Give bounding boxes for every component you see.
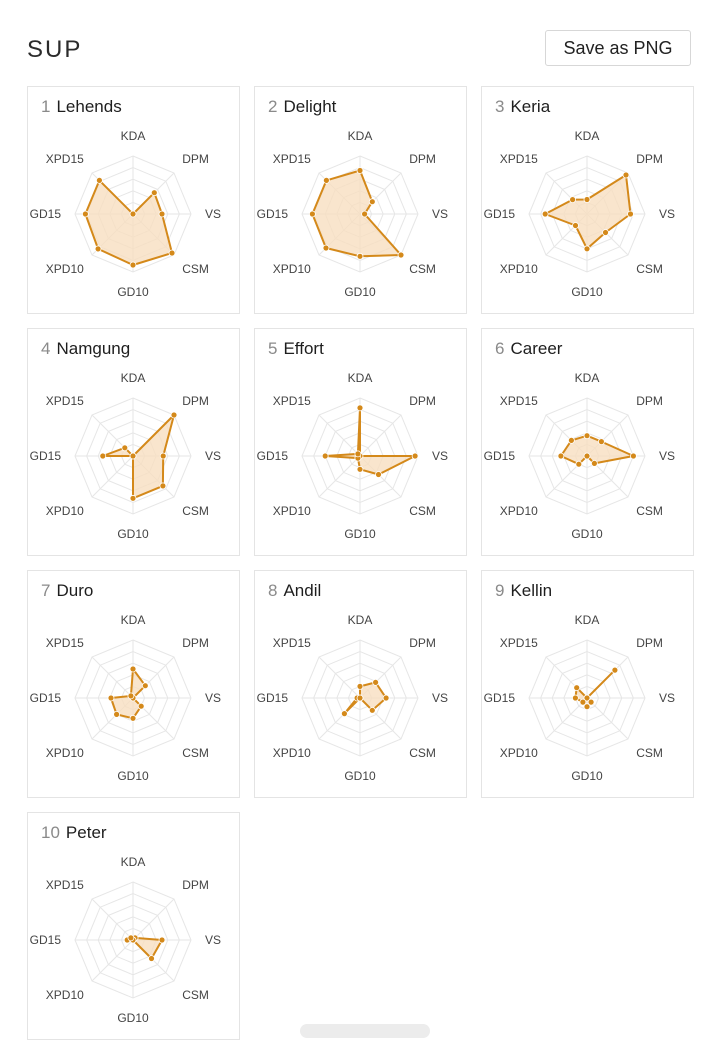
axis-label: XPD15 (45, 635, 84, 650)
axis-label: XPD10 (499, 746, 538, 761)
data-point (130, 666, 136, 672)
axis-label: GD10 (571, 527, 603, 541)
data-point (628, 211, 634, 217)
axis-label: KDA (120, 129, 146, 143)
data-point (373, 679, 379, 685)
axis-label: CSM (182, 262, 209, 277)
player-card (254, 570, 467, 798)
axis-label: KDA (120, 371, 146, 385)
data-point (576, 461, 582, 467)
data-point (159, 211, 165, 217)
data-point (584, 453, 590, 459)
axis-label: DPM (182, 151, 209, 166)
axis-label: CSM (636, 746, 663, 761)
axis-label: DPM (409, 635, 436, 650)
data-point (584, 433, 590, 439)
data-point (398, 252, 404, 258)
player-rank: 5 (268, 339, 278, 358)
data-point (160, 453, 166, 459)
radar-chart (255, 571, 468, 799)
axis-label: CSM (409, 262, 436, 277)
player-name: Kellin (510, 581, 553, 600)
data-point (138, 703, 144, 709)
data-point (169, 250, 175, 256)
axis-label: DPM (636, 151, 663, 166)
header (0, 0, 720, 80)
axis-label: GD15 (483, 691, 515, 705)
data-point (584, 197, 590, 203)
axis-label: GD15 (29, 691, 61, 705)
player-stat-area (545, 175, 630, 249)
data-point (159, 937, 165, 943)
axis-label: XPD10 (499, 262, 538, 277)
data-point (151, 190, 157, 196)
data-point (160, 483, 166, 489)
axis-label: XPD15 (45, 877, 84, 892)
radar-chart-grid (27, 86, 694, 1040)
player-card (481, 86, 694, 314)
axis-label: VS (432, 449, 449, 463)
data-point (580, 699, 586, 705)
data-point (149, 956, 155, 962)
data-point (362, 211, 368, 217)
player-name: Delight (283, 97, 337, 116)
data-point (96, 177, 102, 183)
player-name: Peter (65, 823, 107, 842)
data-point (323, 177, 329, 183)
radar-chart (482, 329, 695, 557)
player-name: Namgung (56, 339, 131, 358)
axis-label: GD10 (117, 527, 149, 541)
axis-label: DPM (636, 393, 663, 408)
radar-chart (482, 87, 695, 315)
axis-label: CSM (182, 988, 209, 1003)
axis-label: DPM (182, 877, 209, 892)
axis-label: XPD15 (45, 151, 84, 166)
axis-label: DPM (182, 393, 209, 408)
axis-label: DPM (182, 635, 209, 650)
player-name: Effort (283, 339, 324, 358)
data-point (357, 695, 363, 701)
data-point (82, 211, 88, 217)
axis-label: XPD15 (499, 393, 538, 408)
radar-chart (28, 329, 241, 557)
axis-label: GD15 (29, 207, 61, 221)
axis-label: KDA (574, 129, 600, 143)
data-point (130, 715, 136, 721)
player-card (27, 328, 240, 556)
axis-label: DPM (409, 393, 436, 408)
data-point (122, 445, 128, 451)
data-point (130, 495, 136, 501)
axis-label: GD15 (29, 449, 61, 463)
axis-label: XPD15 (272, 151, 311, 166)
data-point (591, 460, 597, 466)
radar-chart (28, 571, 241, 799)
axis-label: XPD15 (272, 635, 311, 650)
axis-label: XPD10 (45, 988, 84, 1003)
player-rank: 8 (268, 581, 278, 600)
axis-label: VS (659, 449, 676, 463)
data-point (114, 711, 120, 717)
player-card (254, 86, 467, 314)
data-point (341, 711, 347, 717)
data-point (542, 211, 548, 217)
player-card (27, 570, 240, 798)
data-point (357, 168, 363, 174)
data-point (570, 197, 576, 203)
axis-label: DPM (636, 635, 663, 650)
player-name: Lehends (56, 97, 122, 116)
player-name: Keria (510, 97, 551, 116)
data-point (558, 453, 564, 459)
axis-label: DPM (409, 151, 436, 166)
axis-label: GD15 (256, 207, 288, 221)
axis-label: XPD10 (45, 504, 84, 519)
axis-label: VS (432, 691, 449, 705)
axis-label: CSM (182, 746, 209, 761)
player-rank: 2 (268, 97, 278, 116)
axis-label: GD10 (344, 285, 376, 299)
axis-label: CSM (636, 262, 663, 277)
axis-label: GD10 (117, 769, 149, 783)
player-rank: 4 (41, 339, 51, 358)
axis-label: VS (205, 933, 222, 947)
player-card (27, 812, 240, 1040)
data-point (573, 223, 579, 229)
data-point (128, 935, 134, 941)
data-point (95, 246, 101, 252)
data-point (128, 693, 134, 699)
axis-label: XPD15 (499, 151, 538, 166)
axis-label: CSM (409, 504, 436, 519)
data-point (603, 230, 609, 236)
axis-label: XPD15 (272, 393, 311, 408)
data-point (357, 253, 363, 259)
player-card (481, 570, 694, 798)
axis-label: KDA (574, 371, 600, 385)
data-point (612, 667, 618, 673)
player-card (254, 328, 467, 556)
data-point (355, 451, 361, 457)
axis-label: KDA (120, 613, 146, 627)
axis-label: GD15 (256, 691, 288, 705)
data-point (574, 685, 580, 691)
axis-label: XPD10 (272, 262, 311, 277)
player-rank: 6 (495, 339, 505, 358)
axis-label: KDA (347, 129, 373, 143)
data-point (598, 439, 604, 445)
data-point (130, 211, 136, 217)
radar-chart (28, 87, 241, 315)
home-indicator (300, 1024, 430, 1038)
data-point (322, 453, 328, 459)
data-point (171, 412, 177, 418)
data-point (623, 172, 629, 178)
radar-chart (28, 813, 241, 1041)
axis-label: CSM (636, 504, 663, 519)
player-rank: 7 (41, 581, 51, 600)
axis-label: VS (205, 449, 222, 463)
player-rank: 1 (41, 97, 51, 116)
save-as-png-button[interactable]: Save as PNG (545, 30, 691, 66)
data-point (630, 453, 636, 459)
axis-label: VS (205, 207, 222, 221)
axis-label: CSM (409, 746, 436, 761)
axis-label: GD10 (117, 285, 149, 299)
axis-label: XPD15 (499, 635, 538, 650)
player-name: Andil (283, 581, 322, 600)
data-point (108, 695, 114, 701)
axis-label: XPD10 (45, 262, 84, 277)
axis-label: VS (432, 207, 449, 221)
player-card (27, 86, 240, 314)
data-point (369, 199, 375, 205)
data-point (357, 405, 363, 411)
axis-label: GD15 (256, 449, 288, 463)
player-card (481, 328, 694, 556)
data-point (568, 437, 574, 443)
axis-label: GD15 (483, 207, 515, 221)
axis-label: KDA (574, 613, 600, 627)
axis-label: KDA (347, 371, 373, 385)
axis-label: XPD10 (45, 746, 84, 761)
axis-label: VS (659, 207, 676, 221)
player-rank: 9 (495, 581, 505, 600)
axis-label: GD10 (344, 527, 376, 541)
data-point (369, 707, 375, 713)
axis-label: GD10 (344, 769, 376, 783)
axis-label: VS (659, 691, 676, 705)
axis-label: GD10 (571, 285, 603, 299)
data-point (572, 695, 578, 701)
radar-chart (255, 329, 468, 557)
player-stat-area (325, 408, 415, 475)
data-point (309, 211, 315, 217)
page-title: SUP (27, 36, 83, 63)
axis-label: XPD15 (45, 393, 84, 408)
radar-chart (482, 571, 695, 799)
axis-label: GD10 (571, 769, 603, 783)
data-point (357, 683, 363, 689)
axis-label: XPD10 (272, 504, 311, 519)
data-point (130, 262, 136, 268)
axis-label: XPD10 (272, 746, 311, 761)
player-name: Duro (56, 581, 94, 600)
axis-label: KDA (347, 613, 373, 627)
data-point (584, 246, 590, 252)
data-point (100, 453, 106, 459)
axis-label: GD10 (117, 1011, 149, 1025)
data-point (142, 683, 148, 689)
data-point (412, 453, 418, 459)
player-rank: 10 (41, 823, 60, 842)
data-point (383, 695, 389, 701)
data-point (130, 453, 136, 459)
data-point (376, 472, 382, 478)
data-point (323, 245, 329, 251)
axis-label: GD15 (483, 449, 515, 463)
axis-label: XPD10 (499, 504, 538, 519)
player-name: Career (510, 339, 563, 358)
axis-label: VS (205, 691, 222, 705)
data-point (357, 466, 363, 472)
player-rank: 3 (495, 97, 505, 116)
axis-label: CSM (182, 504, 209, 519)
radar-chart (255, 87, 468, 315)
axis-label: GD15 (29, 933, 61, 947)
axis-label: KDA (120, 855, 146, 869)
